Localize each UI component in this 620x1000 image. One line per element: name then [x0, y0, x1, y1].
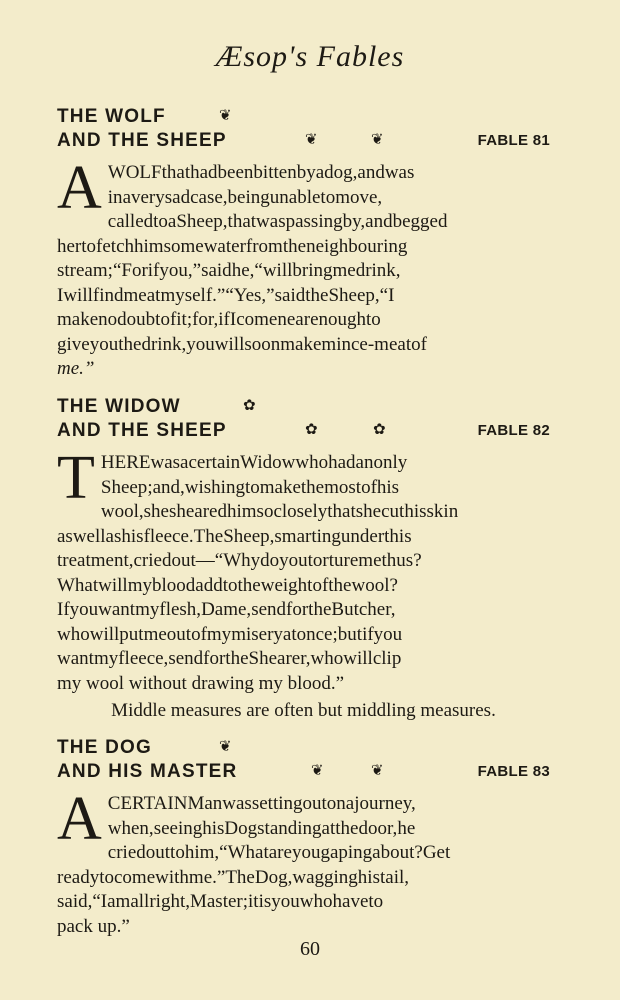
word: at [321, 817, 336, 839]
word: dog, [324, 162, 358, 183]
word: Widow [240, 452, 296, 473]
word: wishing [184, 476, 245, 498]
leaf-ornament-icon: ❦ [311, 762, 324, 779]
fable-83 [57, 737, 550, 939]
word: to [170, 842, 185, 863]
word: my [127, 574, 152, 596]
word: Sheep, [176, 211, 228, 232]
word: his [121, 525, 144, 547]
word: wool, [100, 501, 144, 522]
word: are [268, 842, 292, 863]
text-line [101, 451, 550, 476]
fable-number: FABLE 81 [477, 132, 550, 149]
text-line [57, 623, 550, 648]
word: his [202, 817, 225, 839]
word: my [135, 599, 160, 620]
word: wagging [292, 866, 358, 888]
drop-cap: A [57, 785, 102, 853]
word: the [305, 284, 329, 306]
word: about [372, 842, 415, 863]
word: will [214, 333, 245, 355]
word: make [259, 476, 301, 498]
word: you,” [159, 260, 202, 281]
word: him, [184, 842, 220, 863]
fable-title: AND HIS MASTER [57, 761, 238, 782]
word: do [260, 550, 280, 571]
word: I [100, 891, 108, 912]
text-line [101, 500, 550, 525]
word: HERE [100, 452, 151, 473]
word: ? [414, 842, 423, 863]
leaf-ornament-icon: ❦ [219, 738, 232, 755]
word: and [365, 211, 393, 232]
word: you [271, 891, 300, 912]
word: Dog [224, 817, 258, 839]
word: standing [257, 817, 322, 839]
word: me [358, 550, 382, 571]
word: a [167, 211, 177, 232]
fable-body [57, 154, 550, 382]
word: it [248, 891, 259, 912]
word: you [279, 550, 308, 571]
word: ; [107, 260, 113, 281]
fable-title-line2 [57, 420, 550, 444]
word: well [72, 525, 106, 547]
word: case, [190, 186, 228, 208]
word: me.” [188, 866, 226, 888]
word: had [190, 162, 218, 183]
word: I [388, 284, 395, 306]
word: only [373, 452, 408, 473]
fable-title: THE WOLF [57, 106, 166, 127]
word: “ [254, 260, 263, 281]
word: meat [123, 284, 161, 306]
word: come [113, 866, 156, 888]
word: make [280, 333, 322, 355]
word: who [57, 623, 90, 645]
word: to [368, 891, 384, 912]
text-line [57, 235, 550, 260]
word: he [397, 817, 416, 839]
word: The [193, 525, 224, 547]
word: ready [57, 866, 100, 888]
flower-ornament-icon: ✿ [373, 421, 386, 438]
word: the [300, 476, 325, 498]
word: thus [381, 550, 414, 571]
fable-title: THE DOG [57, 737, 152, 758]
word: flesh, [159, 599, 202, 620]
word: ; [242, 891, 249, 912]
word: doubt [117, 309, 161, 330]
fable-title: AND THE SHEEP [57, 130, 227, 151]
word: clip [372, 648, 402, 669]
word: mince-meat [321, 333, 412, 355]
leaf-ornament-icon: ❦ [371, 131, 384, 148]
fable-body [57, 444, 550, 696]
word: near [277, 309, 311, 330]
word: sad [164, 186, 191, 208]
word: bring [292, 260, 333, 281]
word: who [295, 452, 329, 473]
word: was [150, 452, 181, 473]
word: of [361, 476, 377, 498]
word: the [118, 333, 142, 355]
word: neighbouring [306, 235, 408, 257]
drop-cap: A [57, 154, 102, 222]
word: in [107, 186, 123, 208]
word: will [262, 260, 293, 281]
word: out [145, 842, 171, 863]
word: said [274, 284, 306, 306]
word: Dame, [201, 599, 252, 620]
word: ? [389, 574, 398, 596]
word: Sheep [100, 476, 148, 498]
word: he, [231, 260, 255, 281]
text-line [57, 525, 550, 550]
word: was [384, 162, 415, 183]
word: from [245, 235, 283, 257]
word: enough [310, 309, 366, 330]
word: bitten [253, 162, 297, 183]
word: as [105, 525, 122, 547]
text-line [57, 333, 550, 358]
word: “ [112, 260, 122, 281]
fable-moral: Middle measures are often but middling measures. [111, 700, 496, 721]
text-line [57, 284, 550, 309]
word: add [195, 574, 223, 596]
word: Shearer, [248, 648, 311, 669]
page-number: 60 [300, 938, 320, 960]
text-line [57, 308, 550, 333]
word: of [312, 574, 329, 596]
word: who [310, 648, 344, 669]
word: the [335, 817, 359, 839]
word: of [191, 623, 207, 645]
word: will [98, 574, 128, 596]
word: to [320, 186, 336, 208]
flower-ornament-icon: ✿ [243, 397, 256, 414]
word: cried [133, 550, 172, 571]
word: once [296, 623, 333, 645]
fable-title: THE WIDOW [57, 396, 181, 417]
word: out [302, 793, 327, 814]
word: by [296, 162, 316, 183]
word: Dog, [254, 866, 293, 888]
word: if [147, 260, 160, 281]
word: his [357, 866, 380, 888]
word: me [332, 260, 356, 281]
fable-title-line1 [57, 737, 550, 761]
word: door, [358, 817, 398, 839]
word: on [326, 793, 346, 814]
word: What [57, 574, 99, 596]
word: the [237, 574, 261, 596]
word: and [357, 162, 385, 183]
text-line [57, 598, 550, 623]
word: to [366, 309, 381, 330]
word: his [376, 476, 400, 498]
word: to [81, 235, 97, 257]
text-line [57, 549, 550, 574]
word: when, [107, 817, 154, 839]
word: Man [187, 793, 223, 814]
word: is [258, 891, 272, 912]
word: I [229, 309, 237, 330]
word: was [222, 793, 252, 814]
word: very [131, 186, 165, 208]
word: will [63, 284, 93, 306]
word: will [343, 648, 373, 669]
word: out [166, 623, 192, 645]
word: Sheep, [223, 525, 275, 547]
word: you [89, 333, 119, 355]
word: for [286, 599, 309, 620]
fable-title-line2 [57, 130, 550, 154]
word: a [315, 162, 325, 183]
word: an [355, 452, 374, 473]
word: it [176, 309, 187, 330]
word: you [69, 599, 99, 620]
text-line [108, 161, 550, 186]
word: water [203, 235, 246, 257]
word: my [93, 648, 119, 669]
word: who [299, 891, 333, 912]
fable-title-line1 [57, 106, 550, 130]
word: him [134, 235, 164, 257]
word: she [143, 501, 169, 522]
word: of [160, 309, 177, 330]
word: to [244, 476, 260, 498]
word: “ [379, 284, 389, 306]
word: Master [189, 891, 243, 912]
fable-title: AND THE SHEEP [57, 420, 227, 441]
text-line: me.” [57, 358, 95, 379]
word: soon [244, 333, 281, 355]
word: right, [149, 891, 190, 912]
word: Butcher, [331, 599, 396, 620]
word: tail, [379, 866, 410, 888]
word: certain [188, 452, 241, 473]
word: been [217, 162, 254, 183]
flower-ornament-icon: ✿ [305, 421, 318, 438]
word: her [57, 235, 82, 257]
word: fleece, [118, 648, 169, 669]
word: to [153, 211, 168, 232]
word: Yes,” [233, 284, 275, 306]
word: put [119, 623, 144, 645]
word: cut [381, 501, 405, 522]
word: treatment, [57, 550, 134, 571]
word: I [57, 284, 64, 306]
word: fleece. [143, 525, 194, 547]
word: that [327, 501, 356, 522]
word: “ [225, 284, 234, 306]
word: journey, [354, 793, 416, 814]
text-line [57, 259, 550, 284]
word: stream [57, 260, 108, 281]
word: if [362, 623, 374, 645]
word: had [328, 452, 356, 473]
word: If [57, 599, 70, 620]
text-line: pack up.” [57, 915, 130, 937]
word: by, [342, 211, 366, 232]
word: the [282, 235, 307, 257]
word: him [226, 501, 257, 522]
word: CERTAIN [107, 793, 188, 814]
word: misery [231, 623, 283, 645]
word: drink, [355, 260, 401, 281]
word: The [225, 866, 255, 888]
fable-title-line1 [57, 396, 550, 420]
word: at [282, 623, 297, 645]
word: WOLF [107, 162, 162, 183]
word: ; [332, 623, 338, 645]
text-line [108, 210, 550, 235]
fable-81 [57, 106, 550, 382]
word: that [227, 211, 257, 232]
word: “ [92, 891, 101, 912]
word: called [107, 211, 154, 232]
word: no [98, 309, 118, 330]
text-line [57, 574, 550, 599]
word: a [122, 186, 131, 208]
word: you [186, 333, 215, 355]
word: if [218, 309, 230, 330]
word: said, [57, 891, 93, 912]
word: ? [413, 550, 422, 571]
word: some [163, 235, 204, 257]
fable-82 [57, 396, 550, 696]
word: a [180, 452, 189, 473]
word: said [201, 260, 232, 281]
word: and, [152, 476, 185, 498]
word: his [404, 501, 427, 522]
word: to [222, 574, 238, 596]
word: she [355, 501, 382, 522]
text-line [108, 817, 550, 842]
word: wool [351, 574, 390, 596]
word: skin [426, 501, 459, 522]
word: passing [285, 211, 343, 232]
word: am [107, 891, 131, 912]
word: of [411, 333, 427, 355]
fable-body [57, 785, 550, 939]
word: this [384, 525, 412, 547]
text-line [57, 890, 550, 915]
drop-cap: T [57, 444, 95, 512]
text-line [108, 841, 550, 866]
word: me [143, 623, 167, 645]
word: for, [192, 309, 219, 330]
word: gaping [320, 842, 373, 863]
word: under [340, 525, 385, 547]
word: you [291, 842, 321, 863]
word: sheared [168, 501, 227, 522]
word: send [251, 599, 287, 620]
word: want [98, 599, 136, 620]
text-line [101, 476, 550, 501]
word: ; [186, 309, 193, 330]
word: but [337, 623, 363, 645]
word: smarting [274, 525, 341, 547]
fable-number: FABLE 83 [477, 763, 550, 780]
word: my [206, 623, 232, 645]
word: move, [335, 186, 383, 208]
word: most [324, 476, 362, 498]
word: out—“ [171, 550, 224, 571]
text-line [57, 647, 550, 672]
word: cried [107, 842, 146, 863]
word: seeing [153, 817, 203, 839]
word: send [168, 648, 204, 669]
word: closely [273, 501, 328, 522]
text-line: my wool without drawing my blood.” [57, 672, 345, 694]
word: the [328, 574, 352, 596]
word: will [89, 623, 120, 645]
word: come [236, 309, 278, 330]
word: want [57, 648, 94, 669]
leaf-ornament-icon: ❦ [305, 131, 318, 148]
word: so [256, 501, 274, 522]
word: “ [219, 842, 228, 863]
word: myself.” [160, 284, 226, 306]
word: to [99, 866, 114, 888]
word: unable [269, 186, 321, 208]
fable-title-line2 [57, 761, 550, 785]
fable-number: FABLE 82 [477, 422, 550, 439]
word: all [130, 891, 150, 912]
word: blood [152, 574, 196, 596]
word: Why [223, 550, 261, 571]
word: drink, [141, 333, 187, 355]
word: For [121, 260, 148, 281]
word: the [308, 599, 332, 620]
text-line [108, 792, 550, 817]
word: have [332, 891, 369, 912]
word: you [373, 623, 403, 645]
word: the [225, 648, 249, 669]
word: Get [422, 842, 451, 863]
text-line [57, 866, 550, 891]
word: setting [251, 793, 303, 814]
word: being [227, 186, 270, 208]
word: that [161, 162, 191, 183]
word: fetch [96, 235, 135, 257]
running-head: Æsop's Fables [215, 40, 405, 73]
word: with [155, 866, 189, 888]
word: What [227, 842, 269, 863]
word: a [345, 793, 355, 814]
word: begged [392, 211, 448, 232]
word: was [256, 211, 286, 232]
leaf-ornament-icon: ❦ [371, 762, 384, 779]
word: torture [307, 550, 359, 571]
word: ; [147, 476, 153, 498]
word: find [92, 284, 124, 306]
word: give [57, 333, 90, 355]
word: for [203, 648, 226, 669]
word: weight [260, 574, 313, 596]
leaf-ornament-icon: ❦ [219, 107, 232, 124]
word: make [57, 309, 99, 330]
word: Sheep, [328, 284, 380, 306]
text-line [108, 186, 550, 211]
word: as [57, 525, 73, 547]
